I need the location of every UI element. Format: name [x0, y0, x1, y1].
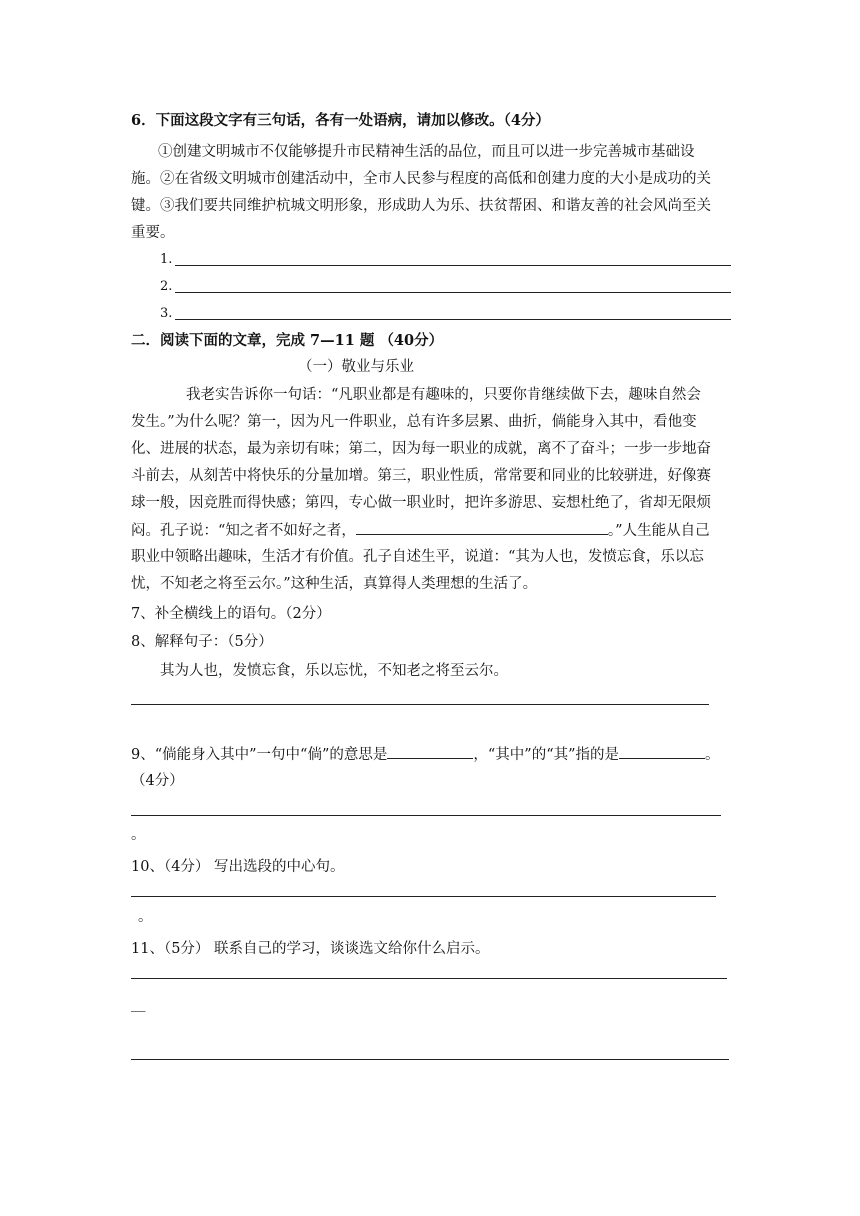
passage-line-4: 斗前去，从刻苦中将快乐的分量加增。第三，职业性质，常常要和同业的比较骈进，好像赛 — [131, 468, 711, 484]
q6-answer-line-3[interactable] — [175, 319, 731, 320]
passage-line-3: 化、进展的状态，最为亲切有味；第二，因为每一职业的成就，离不了奋斗；一步一步地奋 — [131, 441, 711, 457]
q9-blank-2[interactable] — [619, 744, 705, 759]
q9-part2: ，“其中”的“其”指的是 — [473, 747, 620, 763]
passage-line-6 — [131, 520, 710, 541]
q10-text: 10、（4分） 写出选段的中心句。 — [131, 859, 345, 875]
passage-line-8: 忧，不知老之将至云尔。”这种生活，真算得人类理想的生活了。 — [131, 576, 538, 592]
passage-line-5: 球一般，因竞胜而得快感；第四，专心做一职业时，把许多游思、妄想杜绝了，省却无限烦 — [131, 495, 711, 511]
q11-answer-line-1[interactable] — [131, 978, 727, 979]
q9-part3: 。 — [705, 747, 720, 763]
section2-subtitle: （一）敬业与乐业 — [298, 359, 414, 375]
passage-line-2: 发生。”为什么呢？第一，因为凡一件职业，总有许多层累、曲折，倘能身入其中，看他变 — [131, 414, 697, 430]
q11-answer-line-2[interactable] — [131, 1059, 729, 1060]
q9-answer-line[interactable] — [131, 815, 721, 816]
q6-para-line-1: ①创建文明城市不仅能够提升市民精神生活的品位，而且可以进一步完善城市基础设 — [158, 144, 695, 160]
section2-header: 二．阅读下面的文章，完成 7—11 题 （40分） — [131, 332, 444, 349]
q7-text: 7、补全横线上的语句。（2分） — [131, 606, 331, 622]
q9-trail: 。 — [131, 827, 146, 843]
q6-para-line-2: 施。②在省级文明城市创建活动中，全市人民参与程度的高低和创建力度的大小是成功的关 — [131, 171, 711, 187]
q11-text: 11、（5分） 联系自己的学习，谈谈选文给你什么启示。 — [131, 941, 490, 957]
q6-answer-label-1: 1. — [160, 252, 173, 267]
q6-answer-label-3: 3. — [160, 306, 173, 321]
q8-answer-line[interactable] — [131, 704, 709, 705]
q10-trail: 。 — [138, 909, 153, 925]
q10-answer-line[interactable] — [131, 896, 716, 897]
q6-para-line-3: 键。③我们要共同维护杭城文明形象，形成助人为乐、扶贫帮困、和谐友善的社会风尚至关 — [131, 198, 711, 214]
q6-answer-label-2: 2. — [160, 279, 173, 294]
q6-answer-line-1[interactable] — [175, 265, 731, 266]
q11-trail: __ — [131, 996, 146, 1012]
passage-line-7: 职业中领略出趣味，生活才有价值。孔子自述生平，说道：“其为人也，发愤忘食，乐以忘 — [131, 549, 704, 565]
q7-fill-blank[interactable] — [356, 520, 608, 535]
q9-line — [131, 744, 720, 765]
q6-header: 6．下面这段文字有三句话，各有一处语病，请加以修改。（4分） — [131, 112, 550, 129]
passage-line-6-before: 闷。孔子说：“知之者不如好之者， — [131, 523, 356, 539]
passage-line-1: 我老实告诉你一句话：“凡职业都是有趣味的，只要你肯继续做下去，趣味自然会 — [186, 387, 701, 403]
q9-part1: 9、“倘能身入其中”一句中“倘”的意思是 — [131, 747, 388, 763]
q8-sentence: 其为人也，发愤忘食，乐以忘忧，不知老之将至云尔。 — [160, 663, 508, 679]
q9-points: （4分） — [131, 773, 184, 789]
q8-text: 8、解释句子：（5分） — [131, 634, 273, 650]
passage-line-6-after: 。”人生能从自己 — [607, 523, 710, 539]
q9-blank-1[interactable] — [387, 744, 473, 759]
q6-para-line-4: 重要。 — [131, 225, 175, 241]
q6-answer-line-2[interactable] — [175, 292, 731, 293]
